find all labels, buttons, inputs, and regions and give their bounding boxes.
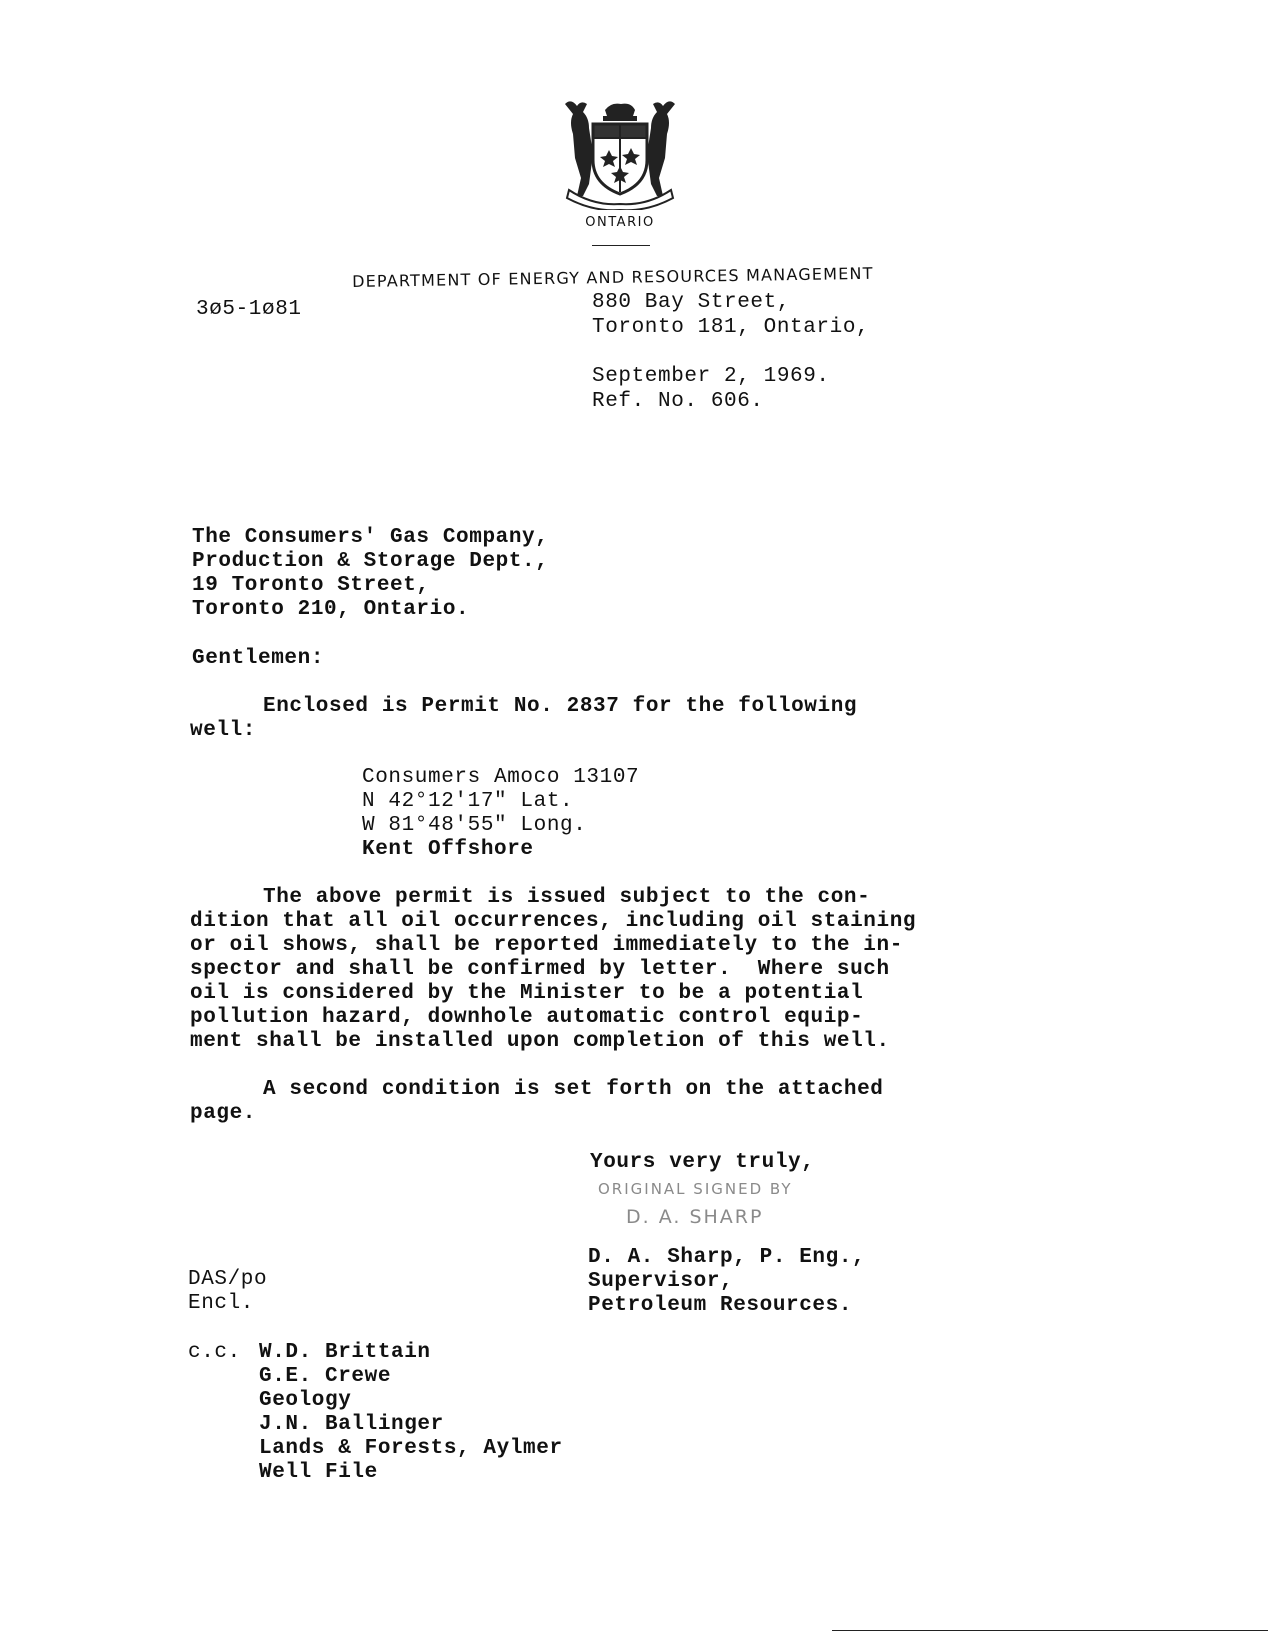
typist-initials: DAS/po: [188, 1268, 268, 1291]
ontario-coat-of-arms-icon: [559, 98, 681, 210]
condition-line: The above permit is issued subject to the con-: [263, 886, 871, 909]
second-condition-line: A second condition is set forth on the attached: [263, 1078, 884, 1101]
enclosure-note: Encl.: [188, 1292, 255, 1315]
cc-recipient: W.D. Brittain: [259, 1341, 431, 1364]
original-signed-stamp: ORIGINAL SIGNED BY: [598, 1180, 793, 1198]
condition-line: or oil shows, shall be reported immediately to the in-: [190, 934, 903, 957]
well-line: Kent Offshore: [362, 838, 534, 861]
department-heading: DEPARTMENT OF ENERGY AND RESOURCES MANAGEMENT: [352, 263, 874, 291]
cc-recipient: Lands & Forests, Aylmer: [259, 1437, 563, 1460]
condition-line: pollution hazard, downhole automatic control equip-: [190, 1006, 864, 1029]
closing: Yours very truly,: [590, 1151, 815, 1174]
sender-address-line: 880 Bay Street,: [592, 291, 791, 314]
page-edge-rule: [832, 1630, 1268, 1631]
intro-line: well:: [190, 719, 257, 742]
recipient-line: The Consumers' Gas Company,: [192, 526, 549, 549]
condition-line: spector and shall be confirmed by letter. Where such: [190, 958, 890, 981]
well-line: Consumers Amoco 13107: [362, 766, 640, 789]
cc-label: c.c.: [188, 1341, 241, 1364]
sender-address-line: Toronto 181, Ontario,: [592, 316, 870, 339]
second-condition-line: page.: [190, 1102, 257, 1125]
well-line: W 81°48'55" Long.: [362, 814, 587, 837]
cc-recipient: Well File: [259, 1461, 378, 1484]
original-signed-stamp-name: D. A. SHARP: [626, 1206, 764, 1228]
crest-caption: ONTARIO: [585, 215, 655, 230]
signature-line: Supervisor,: [588, 1270, 734, 1293]
letter-date: September 2, 1969.: [592, 365, 830, 388]
condition-line: ment shall be installed upon completion of this well.: [190, 1030, 890, 1053]
crest-divider: [592, 245, 650, 246]
reference-number: Ref. No. 606.: [592, 390, 764, 413]
cc-recipient: J.N. Ballinger: [259, 1413, 444, 1436]
well-line: N 42°12'17" Lat.: [362, 790, 574, 813]
signature-line: Petroleum Resources.: [588, 1294, 853, 1317]
file-number: 3ø5-1ø81: [196, 298, 302, 321]
condition-line: oil is considered by the Minister to be a potential: [190, 982, 864, 1005]
signature-line: D. A. Sharp, P. Eng.,: [588, 1246, 866, 1269]
recipient-line: Toronto 210, Ontario.: [192, 598, 470, 621]
recipient-line: 19 Toronto Street,: [192, 574, 430, 597]
intro-line: Enclosed is Permit No. 2837 for the following: [263, 695, 858, 718]
cc-recipient: Geology: [259, 1389, 352, 1412]
recipient-line: Production & Storage Dept.,: [192, 550, 549, 573]
condition-line: dition that all oil occurrences, including oil staining: [190, 910, 917, 933]
salutation: Gentlemen:: [192, 647, 325, 670]
cc-recipient: G.E. Crewe: [259, 1365, 392, 1388]
